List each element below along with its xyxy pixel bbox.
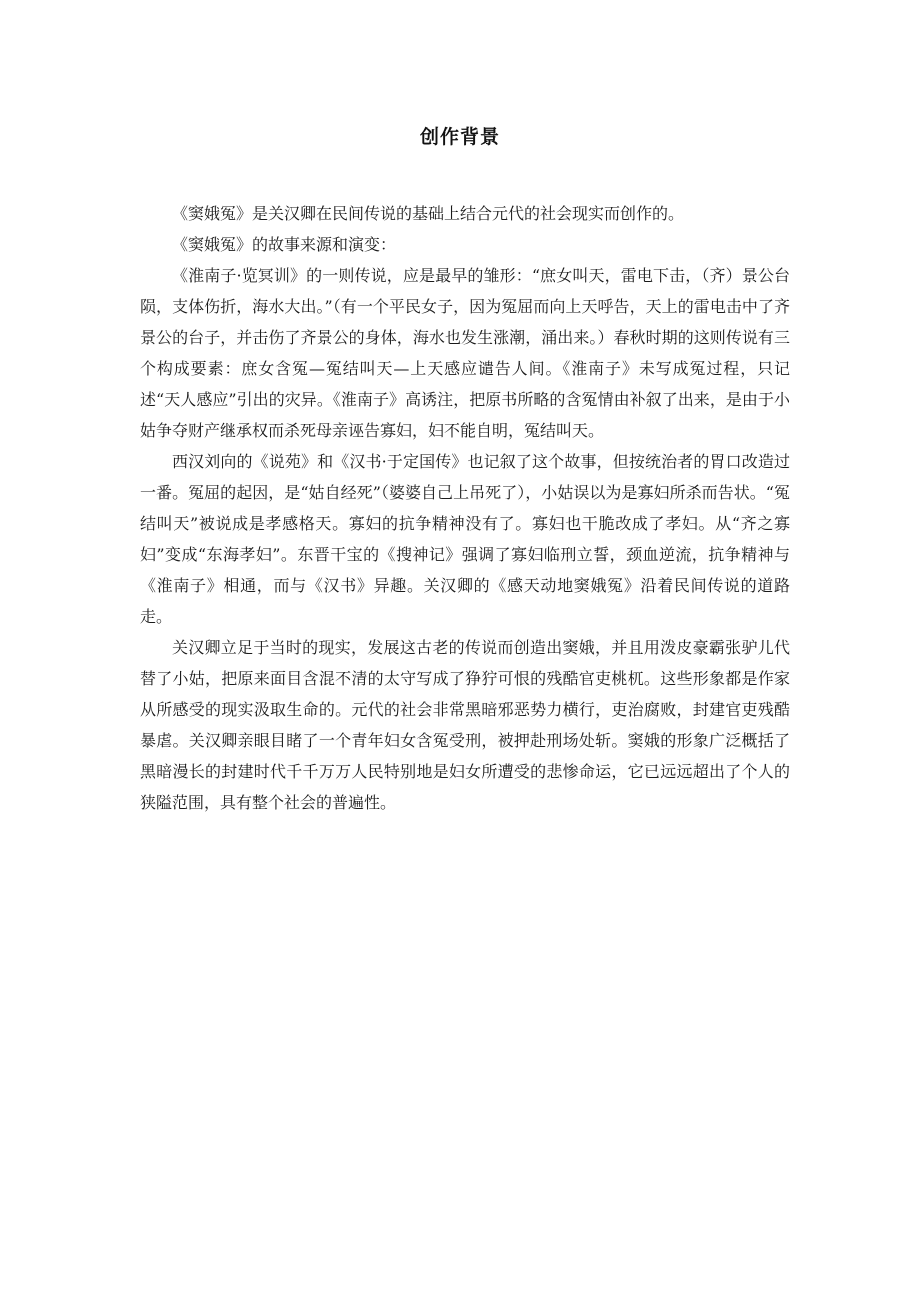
paragraph: 西汉刘向的《说苑》和《汉书·于定国传》也记叙了这个故事，但按统治者的胃口改造过一番。冤屈的起因，是“姑自经死”（婆婆自己上吊死了），小姑误以为是寡妇所杀而告状。“冤结叫天”被说成是孝感格天。寡妇的抗争精神没有了。寡妇也干脆改成了孝妇。从“齐之寡妇”变成“东海孝妇”。东晋干宝的《搜神记》强调了寡妇临刑立誓，颈血逆流，抗争精神与《淮南子》相通，而与《汉书》异趣。关汉卿的《感天动地窦娥冤》沿着民间传说的道路走。 (140, 452, 790, 626)
document-body (140, 198, 790, 818)
paragraph: 《窦娥冤》的故事来源和演变： (172, 235, 397, 254)
paragraph: 《窦娥冤》是关汉卿在民间传说的基础上结合元代的社会现实而创作的。 (172, 204, 685, 223)
paragraph: 《淮南子·览冥训》的一则传说，应是最早的雏形：“庶女叫天，雷电下击，（齐）景公台陨，支体伤折，海水大出。”（有一个平民女子，因为冤屈而向上天呼告，天上的雷电击中了齐景公的台子，并击伤了齐景公的身体，海水也发生涨潮，涌出来。）春秋时期的这则传说有三个构成要素：庶女含冤—冤结叫天—上天感应谴告人间。《淮南子》未写成冤过程，只记述“天人感应”引出的灾异。《淮南子》高诱注，把原书所略的含冤情由补叙了出来，是由于小姑争夺财产继承权而杀死母亲诬告寡妇，妇不能自明，冤结叫天。 (140, 266, 790, 440)
paragraph: 关汉卿立足于当时的现实，发展这古老的传说而创造出窦娥，并且用泼皮豪霸张驴儿代替了小姑，把原来面目含混不清的太守写成了狰狞可恨的残酷官吏桃杌。这些形象都是作家从所感受的现实汲取生命的。元代的社会非常黑暗邪恶势力横行，吏治腐败，封建官吏残酷暴虐。关汉卿亲眼目睹了一个青年妇女含冤受刑，被押赴刑场处斩。窦娥的形象广泛概括了黑暗漫长的封建时代千千万万人民特别地是妇女所遭受的悲惨命运，它已远远超出了个人的狭隘范围，具有整个社会的普遍性。 (140, 638, 790, 812)
document-title: 创作背景 (419, 126, 500, 148)
